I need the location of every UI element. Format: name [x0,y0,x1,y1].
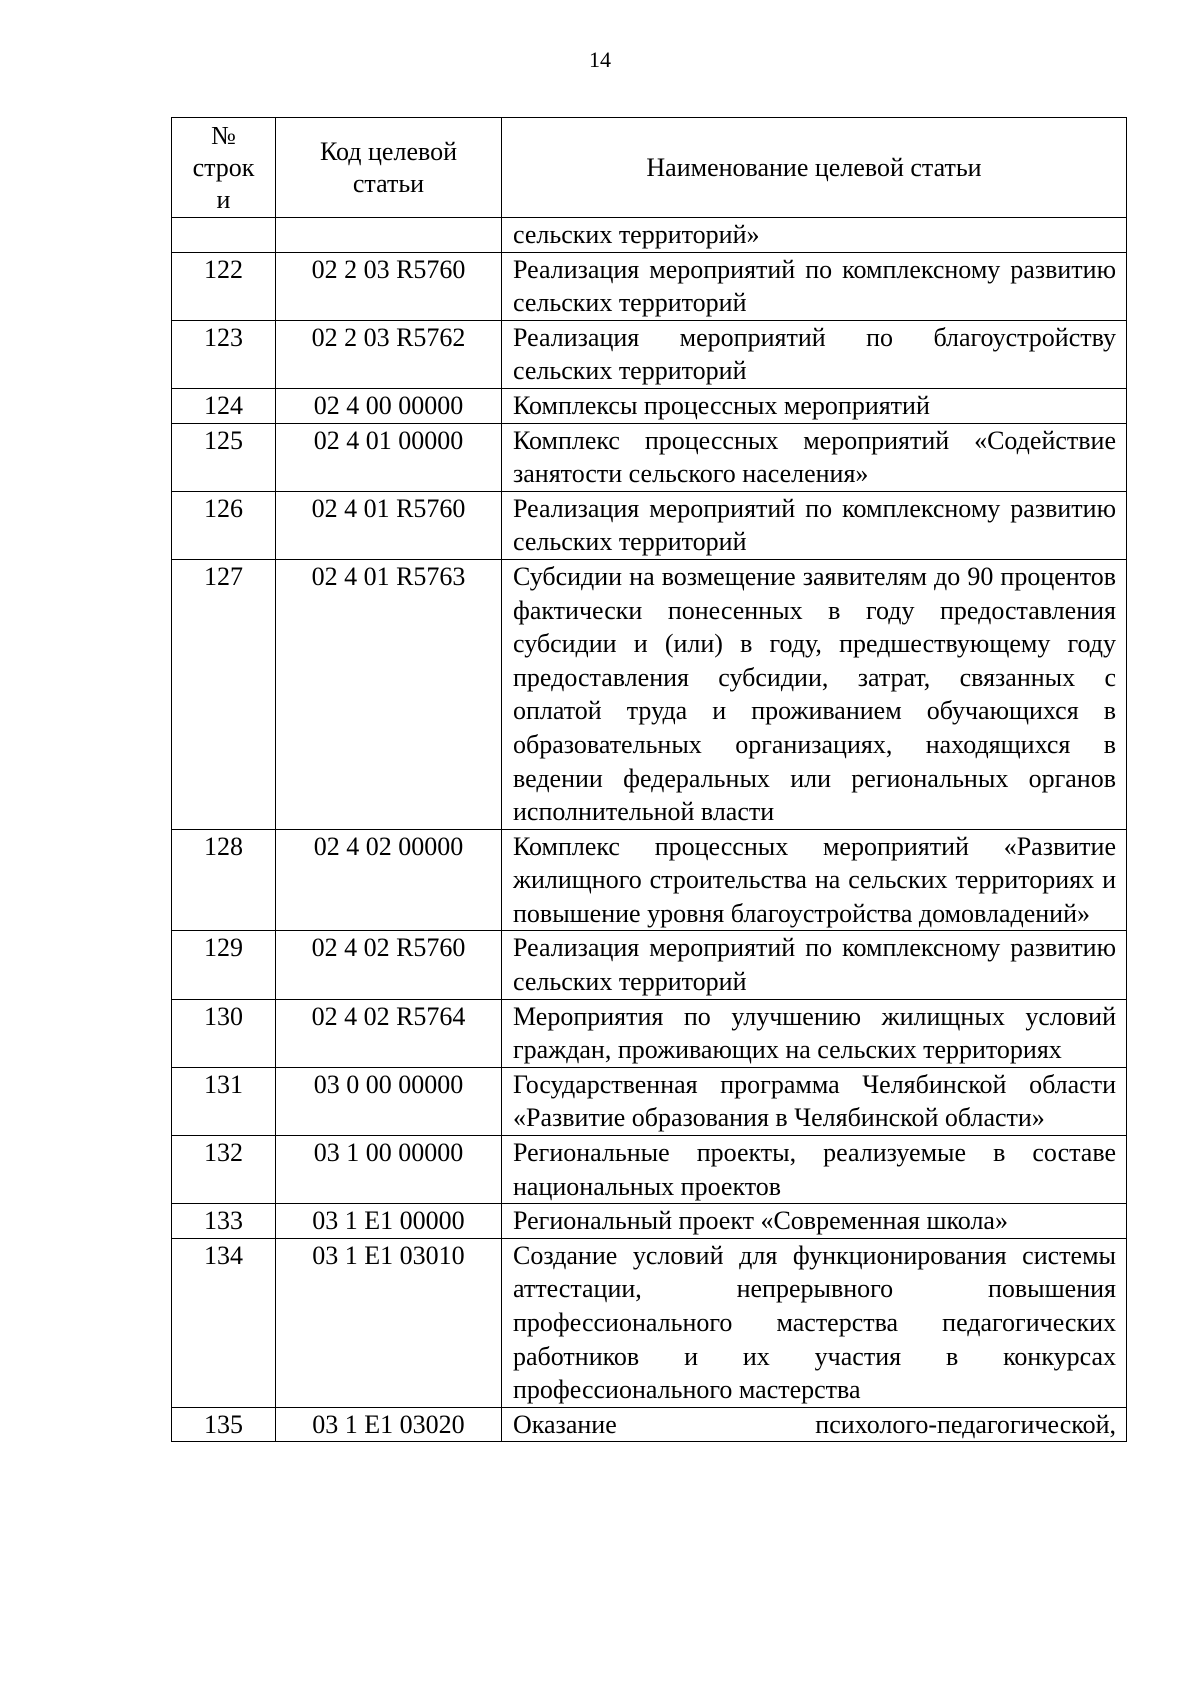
target-articles-table [171,117,1127,1442]
row-number: 125 [172,423,276,491]
article-name: Оказание психолого-педагогической, [502,1407,1127,1442]
table-row [172,423,1127,491]
table-row [172,1067,1127,1135]
article-name: сельских территорий» [502,218,1127,253]
row-number: 133 [172,1204,276,1239]
article-name: Региональные проекты, реализуемые в составе национальных проектов [502,1136,1127,1204]
table-row [172,559,1127,829]
article-code: 03 1 E1 00000 [276,1204,502,1239]
header-article-code-text: Код целевой статьи [319,136,457,198]
table-body [172,218,1127,1442]
header-article-name: Наименование целевой статьи [502,118,1127,218]
row-number: 123 [172,320,276,388]
article-code: 02 4 02 00000 [276,829,502,931]
row-number: 131 [172,1067,276,1135]
article-code: 03 0 00 00000 [276,1067,502,1135]
row-number: 135 [172,1407,276,1442]
row-number: 124 [172,388,276,423]
table-row [172,1204,1127,1239]
row-number: 130 [172,999,276,1067]
article-code: 03 1 E1 03020 [276,1407,502,1442]
header-row-number-text: № строк и [192,120,255,214]
page-number: 14 [589,47,611,72]
table-row [172,931,1127,999]
row-number: 127 [172,559,276,829]
row-number: 132 [172,1136,276,1204]
row-number: 122 [172,252,276,320]
table-row [172,320,1127,388]
row-number: 134 [172,1238,276,1407]
table-row [172,491,1127,559]
row-number: 126 [172,491,276,559]
row-number [172,218,276,253]
article-name: Мероприятия по улучшению жилищных условий граждан, проживающих на сельских территориях [502,999,1127,1067]
article-code: 02 4 02 R5764 [276,999,502,1067]
article-name: Субсидии на возмещение заявителям до 90 процентов фактически понесенных в году предоставления субсидии и (или) в году, предшествующему году предоставления субсидии, затрат, связанных с оплатой труда и проживанием обучающихся в образовательных организациях, находящихся в ведении федеральных или региональных органов исполнительной власти [502,559,1127,829]
article-code: 02 4 01 R5763 [276,559,502,829]
article-name: Создание условий для функционирования системы аттестации, непрерывного повышения профессионального мастерства педагогических работников и их участия в конкурсах профессионального мастерства [502,1238,1127,1407]
table-row [172,1407,1127,1442]
table-row [172,829,1127,931]
article-name: Реализация мероприятий по комплексному развитию сельских территорий [502,252,1127,320]
table-row [172,1238,1127,1407]
article-name: Государственная программа Челябинской области «Развитие образования в Челябинской области» [502,1067,1127,1135]
table-header-row [172,118,1127,218]
article-name: Реализация мероприятий по комплексному развитию сельских территорий [502,491,1127,559]
article-name: Реализация мероприятий по благоустройству сельских территорий [502,320,1127,388]
article-code: 02 2 03 R5762 [276,320,502,388]
article-code: 03 1 00 00000 [276,1136,502,1204]
table-row [172,218,1127,253]
article-name: Комплексы процессных мероприятий [502,388,1127,423]
article-code: 02 4 00 00000 [276,388,502,423]
article-code: 02 4 01 R5760 [276,491,502,559]
article-code: 02 2 03 R5760 [276,252,502,320]
row-number: 128 [172,829,276,931]
table-row [172,1136,1127,1204]
article-name: Реализация мероприятий по комплексному развитию сельских территорий [502,931,1127,999]
table-row [172,999,1127,1067]
article-name: Комплекс процессных мероприятий «Содействие занятости сельского населения» [502,423,1127,491]
table-row [172,388,1127,423]
article-code: 02 4 01 00000 [276,423,502,491]
article-code: 02 4 02 R5760 [276,931,502,999]
header-article-code [276,118,502,218]
table-row [172,252,1127,320]
article-code [276,218,502,253]
header-row-number [172,118,276,218]
article-code: 03 1 E1 03010 [276,1238,502,1407]
article-name: Комплекс процессных мероприятий «Развитие жилищного строительства на сельских территориях и повышение уровня благоустройства домовладений» [502,829,1127,931]
row-number: 129 [172,931,276,999]
article-name: Региональный проект «Современная школа» [502,1204,1127,1239]
